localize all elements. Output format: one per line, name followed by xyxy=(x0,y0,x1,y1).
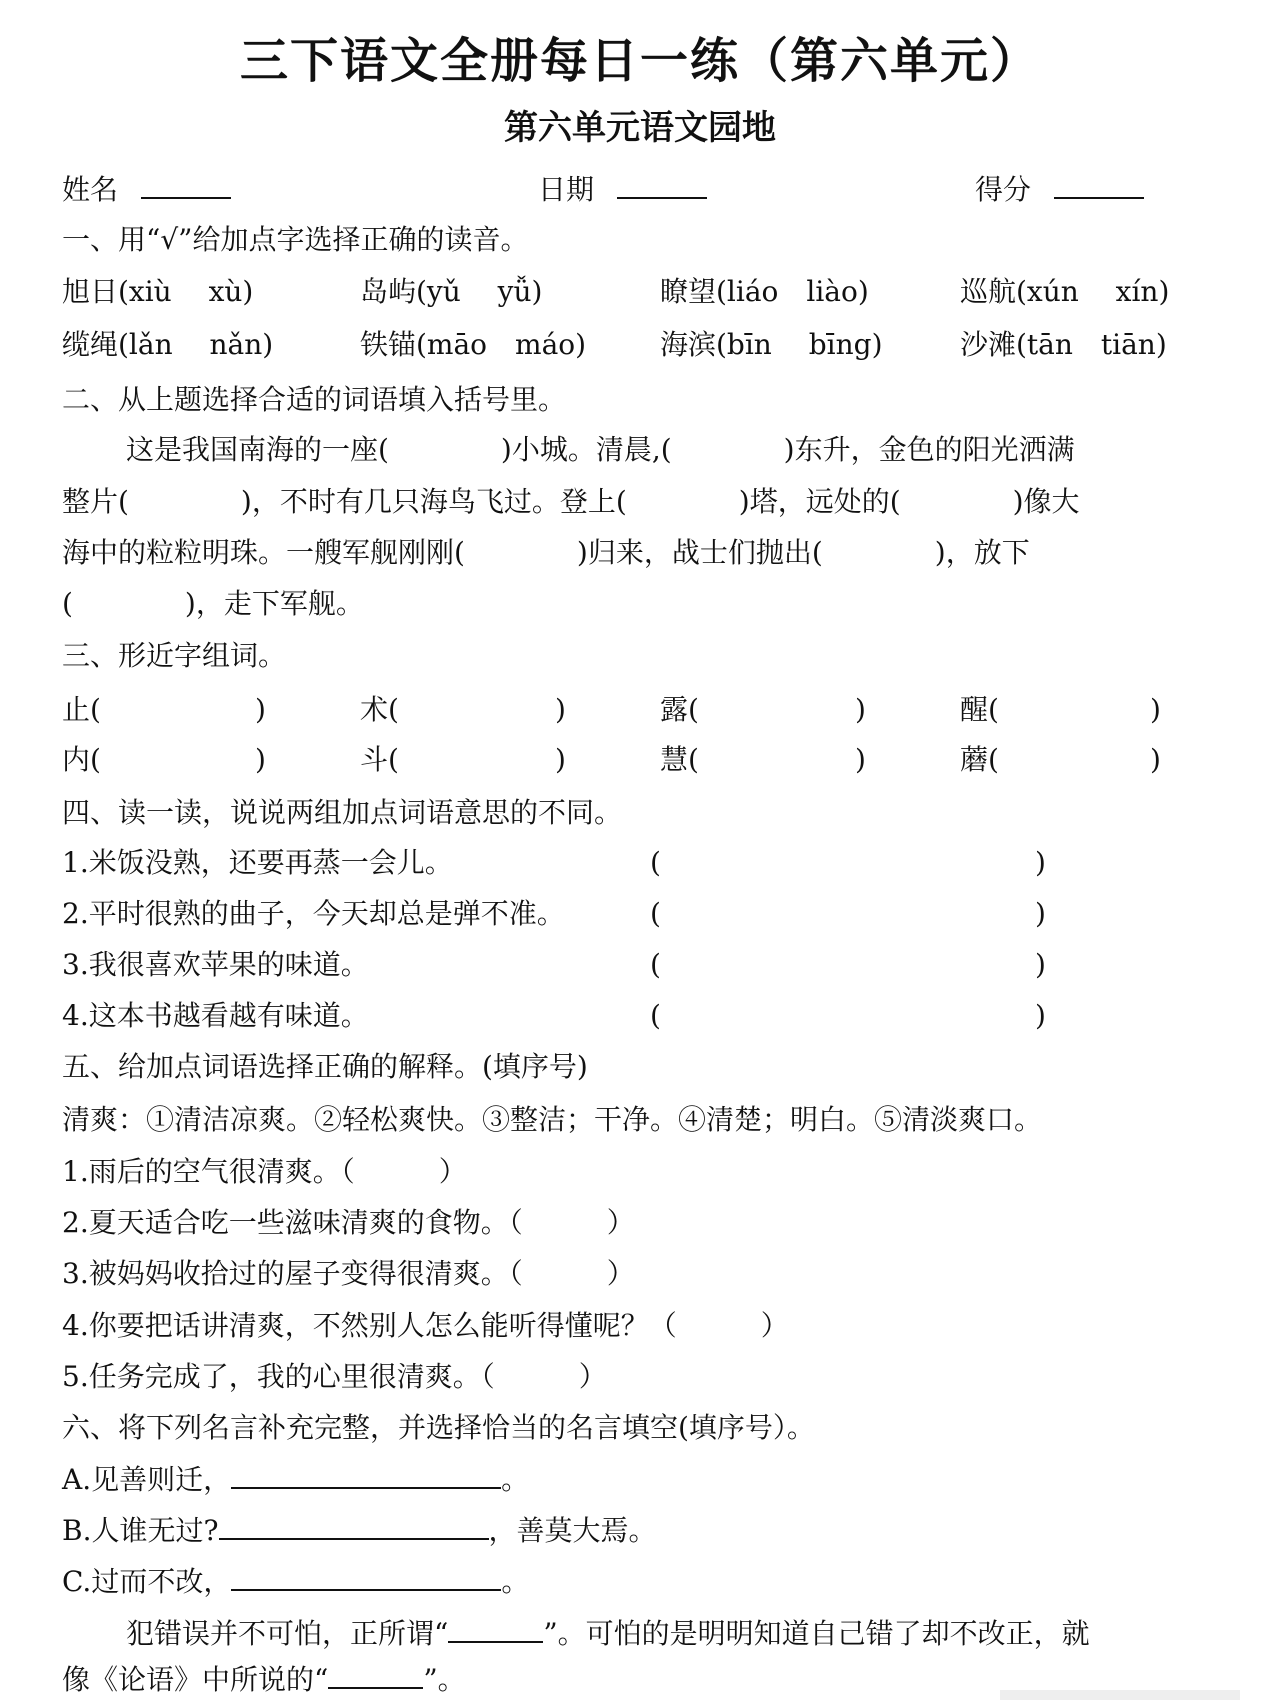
open-paren[interactable]: ( xyxy=(650,846,661,879)
pinyin-item[interactable]: 海滨(bīn bīng) xyxy=(660,328,883,361)
word-group-item[interactable]: 蘑( xyxy=(960,743,999,776)
application-text: 像《论语》中所说的“ xyxy=(62,1663,329,1696)
close-paren: ) xyxy=(1150,743,1161,776)
quote-c-suffix: 。 xyxy=(501,1565,530,1598)
quote-c-blank[interactable] xyxy=(231,1565,501,1591)
quote-a[interactable] xyxy=(62,1460,529,1500)
section4-heading: 四、读一读，说说两组加点词语意思的不同。 xyxy=(62,796,623,829)
section5-heading: 五、给加点词语选择正确的解释。(填序号) xyxy=(62,1050,588,1083)
date-field[interactable] xyxy=(538,170,707,210)
pinyin-item[interactable]: 巡航(xún xín) xyxy=(960,275,1170,308)
pinyin-item[interactable]: 岛屿(yǔ yǚ) xyxy=(360,275,543,308)
meaning-item: 2.平时很熟的曲子，今天却总是弹不准。 xyxy=(62,897,565,930)
meaning-item: 3.我很喜欢苹果的味道。 xyxy=(62,948,369,981)
application-text: 犯错误并不可怕，正所谓“ xyxy=(126,1617,449,1650)
meaning-item: 1.米饭没熟，还要再蒸一会儿。 xyxy=(62,846,453,879)
fill-paragraph-line[interactable]: ( )，走下军舰。 xyxy=(62,587,364,620)
close-paren: ) xyxy=(855,743,866,776)
choice-item[interactable]: 5.任务完成了，我的心里很清爽。（ ） xyxy=(62,1360,607,1393)
date-label: 日期 xyxy=(538,173,595,206)
quote-c[interactable] xyxy=(62,1562,529,1602)
name-field[interactable] xyxy=(62,170,231,210)
page-subtitle: 第六单元语文园地 xyxy=(504,108,776,148)
score-label: 得分 xyxy=(975,173,1032,206)
close-paren: ) xyxy=(855,693,866,726)
fill-paragraph-line[interactable]: 海中的粒粒明珠。一艘军舰刚刚( )归来，战士们抛出( )，放下 xyxy=(62,536,1030,569)
word-group-item[interactable]: 醒( xyxy=(960,693,999,726)
name-blank[interactable] xyxy=(141,173,231,199)
quote-c-prefix: C.过而不改， xyxy=(62,1565,232,1598)
score-blank[interactable] xyxy=(1054,173,1144,199)
section3-heading: 三、形近字组词。 xyxy=(62,639,287,672)
choice-item[interactable]: 3.被妈妈收拾过的屋子变得很清爽。（ ） xyxy=(62,1257,635,1290)
quote-a-prefix: A.见善则迁， xyxy=(62,1463,232,1496)
quote-b-blank[interactable] xyxy=(219,1514,489,1540)
close-paren: ) xyxy=(1035,846,1046,879)
application-blank[interactable] xyxy=(448,1617,543,1643)
section6-heading: 六、将下列名言补充完整，并选择恰当的名言填空(填序号）。 xyxy=(62,1411,815,1444)
quote-b-prefix: B.人谁无过? xyxy=(62,1514,219,1547)
close-paren: ) xyxy=(555,743,566,776)
application-text: ”。 xyxy=(423,1663,466,1696)
pinyin-item[interactable]: 缆绳(lǎn nǎn) xyxy=(62,328,274,361)
word-group-item[interactable]: 斗( xyxy=(360,743,399,776)
score-field[interactable] xyxy=(975,170,1144,210)
close-paren: ) xyxy=(555,693,566,726)
pinyin-item[interactable]: 沙滩(tān tiān) xyxy=(960,328,1167,361)
close-paren: ) xyxy=(1035,897,1046,930)
choice-item[interactable]: 2.夏天适合吃一些滋味清爽的食物。（ ） xyxy=(62,1206,635,1239)
application-line-2[interactable] xyxy=(62,1660,466,1700)
choice-item[interactable]: 4.你要把话讲清爽，不然别人怎么能听得懂呢？（ ） xyxy=(62,1309,789,1342)
close-paren: ) xyxy=(1150,693,1161,726)
application-text: ”。可怕的是明明知道自己错了却不改正，就 xyxy=(543,1617,1090,1650)
close-paren: ) xyxy=(255,743,266,776)
definitions-line: 清爽：①清洁凉爽。②轻松爽快。③整洁；干净。④清楚；明白。⑤清淡爽口。 xyxy=(62,1103,1043,1136)
fill-paragraph-line[interactable]: 这是我国南海的一座( )小城。清晨,( )东升，金色的阳光洒满 xyxy=(126,433,1075,466)
page-title: 三下语文全册每日一练（第六单元） xyxy=(239,33,1040,89)
quote-b[interactable] xyxy=(62,1511,657,1551)
pinyin-item[interactable]: 瞭望(liáo liào) xyxy=(660,275,869,308)
close-paren: ) xyxy=(255,693,266,726)
name-label: 姓名 xyxy=(62,173,119,206)
word-group-item[interactable]: 慧( xyxy=(660,743,699,776)
close-paren: ) xyxy=(1035,948,1046,981)
word-group-item[interactable]: 止( xyxy=(62,693,101,726)
section1-heading: 一、用“√”给加点字选择正确的读音。 xyxy=(62,223,529,256)
open-paren[interactable]: ( xyxy=(650,948,661,981)
choice-item[interactable]: 1.雨后的空气很清爽。（ ） xyxy=(62,1155,467,1188)
date-blank[interactable] xyxy=(617,173,707,199)
pinyin-item[interactable]: 旭日(xiù xù) xyxy=(62,275,254,308)
quote-a-suffix: 。 xyxy=(501,1463,530,1496)
quote-a-blank[interactable] xyxy=(231,1463,501,1489)
meaning-item: 4.这本书越看越有味道。 xyxy=(62,999,369,1032)
application-line-1[interactable] xyxy=(126,1614,1090,1654)
watermark-strip xyxy=(1000,1690,1240,1700)
quote-b-suffix: ，善莫大焉。 xyxy=(488,1514,657,1547)
word-group-item[interactable]: 术( xyxy=(360,693,399,726)
fill-paragraph-line[interactable]: 整片( )，不时有几只海鸟飞过。登上( )塔，远处的( )像大 xyxy=(62,485,1080,518)
section2-heading: 二、从上题选择合适的词语填入括号里。 xyxy=(62,383,567,416)
pinyin-item[interactable]: 铁锚(māo máo) xyxy=(360,328,587,361)
word-group-item[interactable]: 内( xyxy=(62,743,101,776)
open-paren[interactable]: ( xyxy=(650,999,661,1032)
open-paren[interactable]: ( xyxy=(650,897,661,930)
application-blank[interactable] xyxy=(328,1663,423,1689)
close-paren: ) xyxy=(1035,999,1046,1032)
word-group-item[interactable]: 露( xyxy=(660,693,699,726)
